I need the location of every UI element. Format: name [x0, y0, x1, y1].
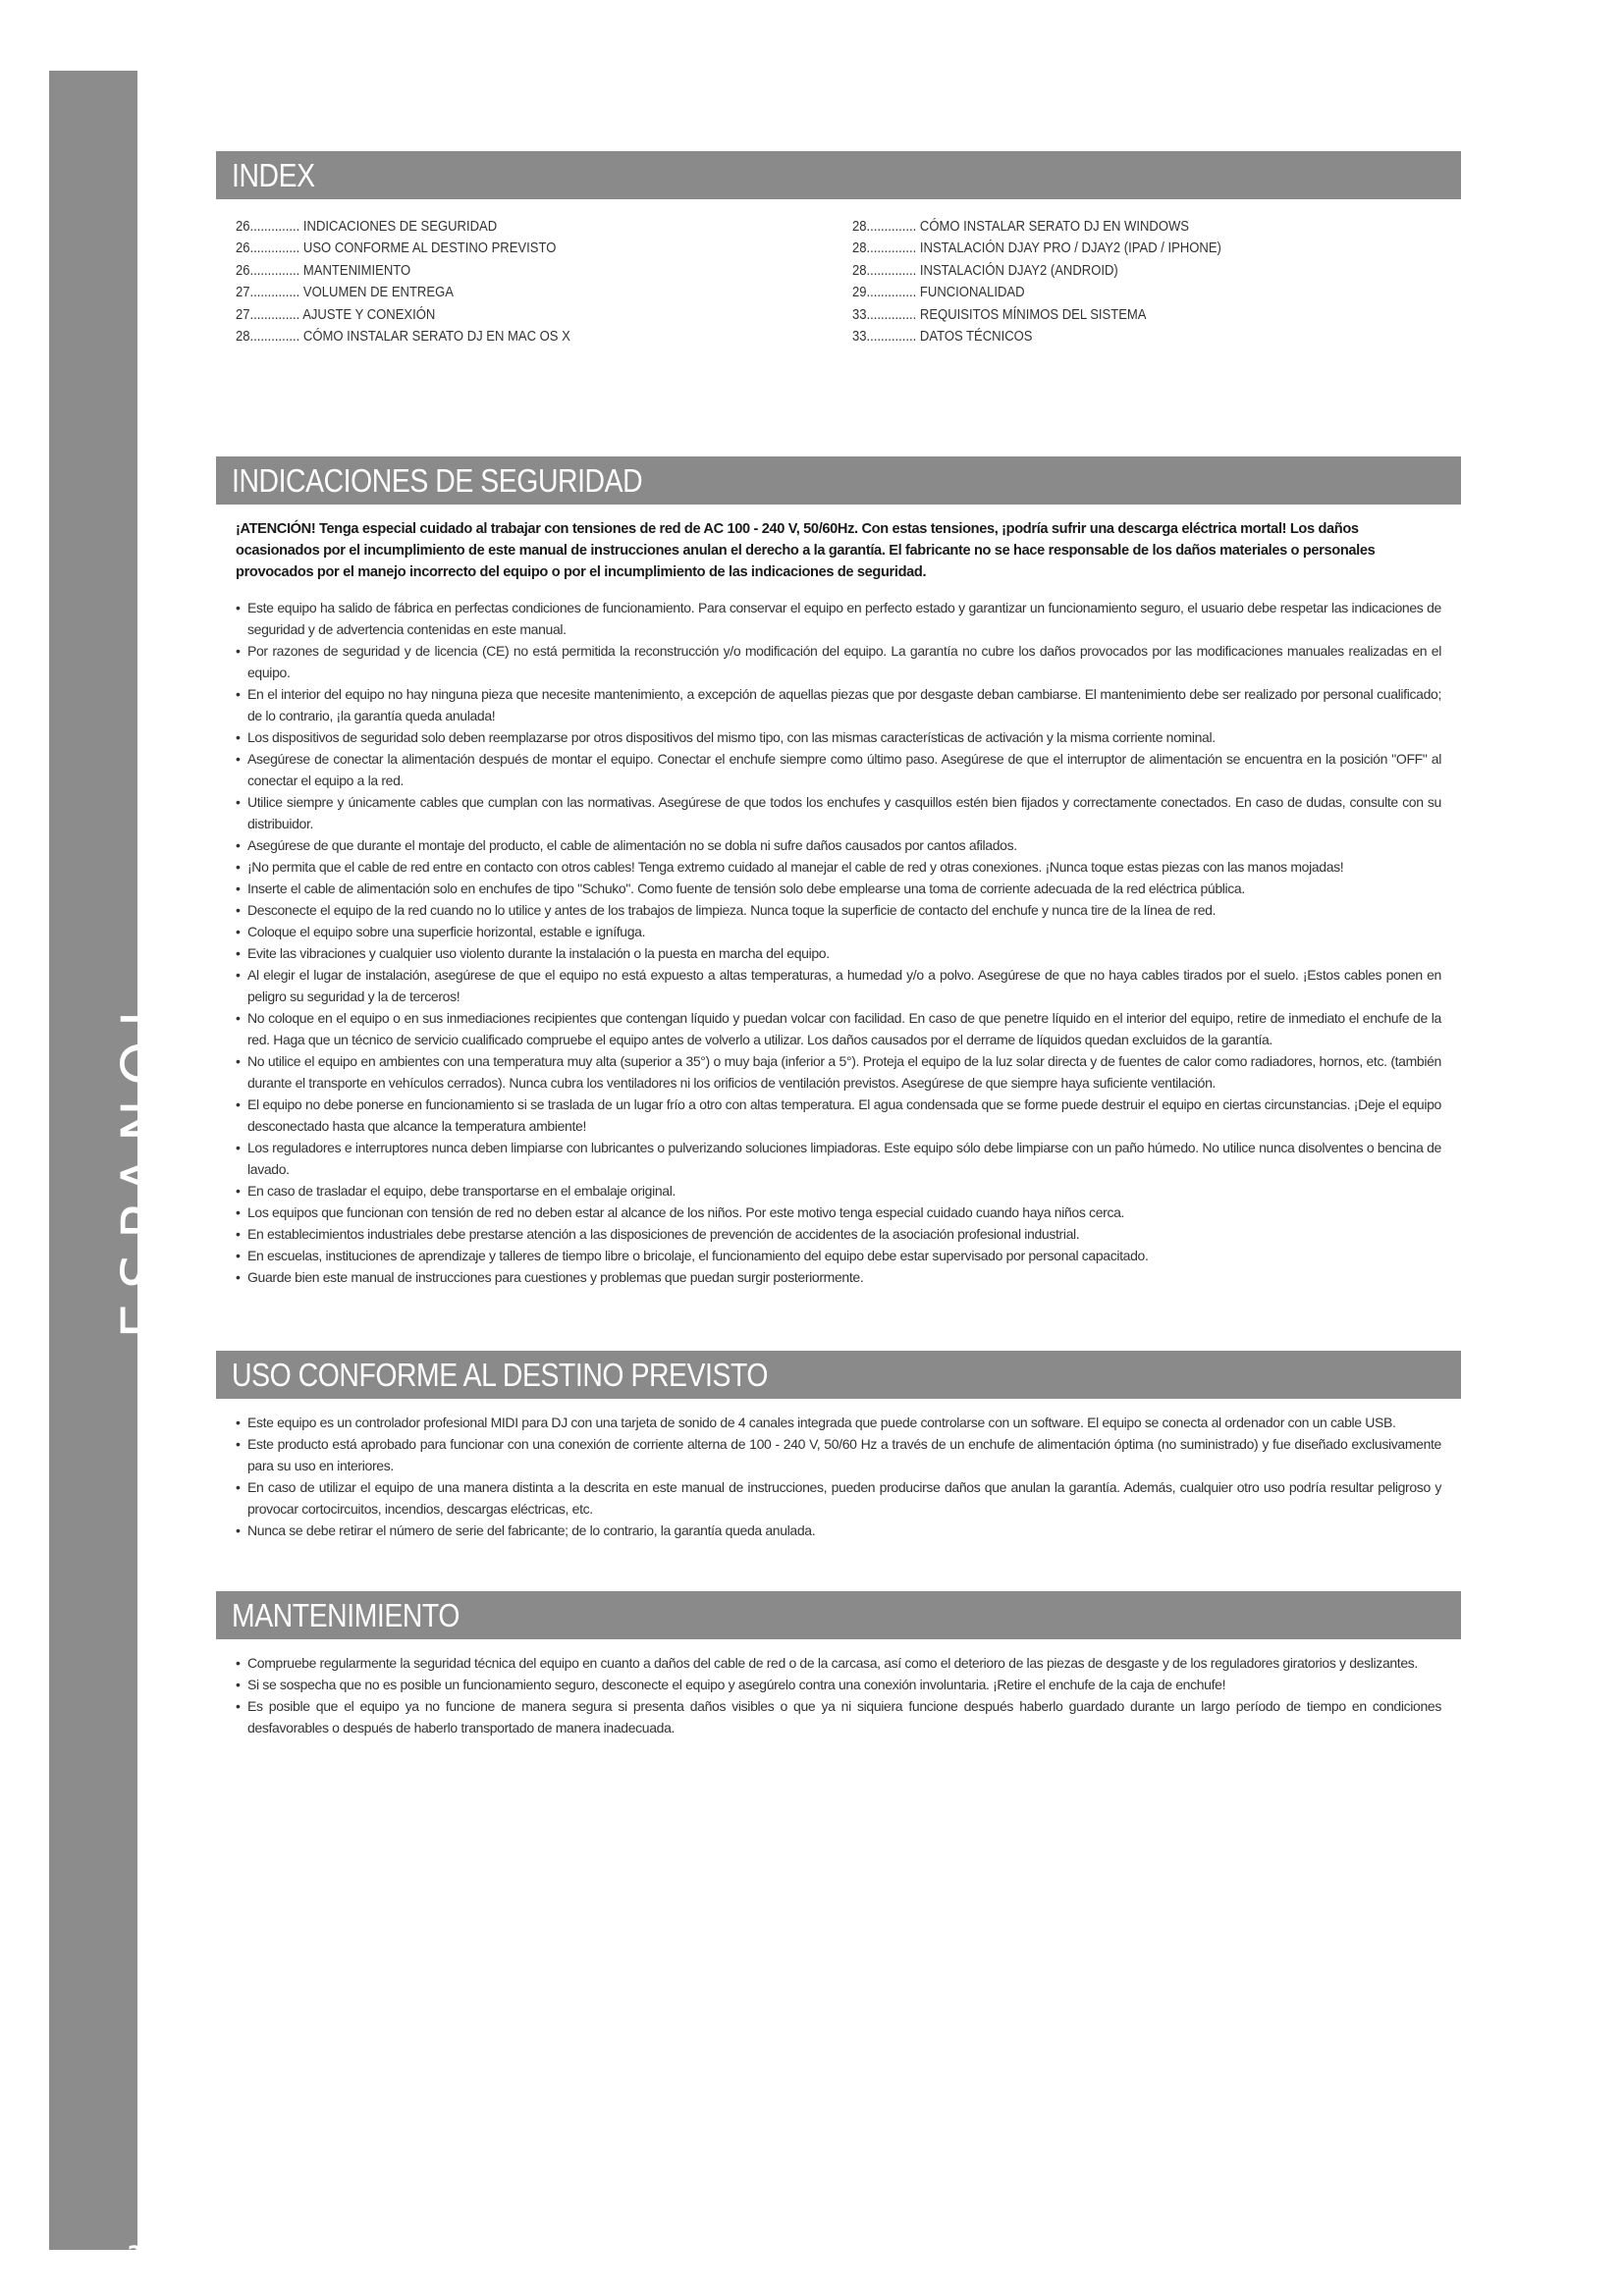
- index-entry[interactable]: 27.............. VOLUMEN DE ENTREGA: [236, 285, 454, 301]
- list-item: • En establecimientos industriales debe prestarse atención a las disposiciones de prevención de accidentes de la asociación profesional industrial.: [236, 1223, 1441, 1245]
- maintenance-heading: MANTENIMIENTO: [232, 1597, 460, 1633]
- intended-use-heading: USO CONFORME AL DESTINO PREVISTO: [232, 1357, 769, 1393]
- list-item: • Los reguladores e interruptores nunca deben limpiarse con lubricantes o pulverizando soluciones limpiadoras. Este equipo sólo debe limpiarse con un paño húmedo. No utilice nunca disolventes o bencina de lavado.: [236, 1137, 1441, 1180]
- list-item: • Coloque el equipo sobre una superficie horizontal, estable e ignífuga.: [236, 921, 1441, 942]
- list-item: • El equipo no debe ponerse en funcionamiento si se traslada de un lugar frío a otro con altas temperatura. El agua condensada que se forme puede destruir el equipo en ciertas circunstancias. ¡Deje el equipo desconectado hasta que alcance la temperatura ambiente!: [236, 1094, 1441, 1137]
- list-item: • Evite las vibraciones y cualquier uso violento durante la instalación o la puesta en marcha del equipo.: [236, 942, 1441, 964]
- list-item: • ¡No permita que el cable de red entre en contacto con otros cables! Tenga extremo cuidado al manejar el cable de red y otras conexiones. ¡Nunca toque estas piezas con las manos mojadas!: [236, 856, 1441, 878]
- index-entry[interactable]: 27.............. AJUSTE Y CONEXIÓN: [236, 306, 436, 323]
- index-list-right: [852, 216, 1263, 347]
- safety-heading-bar: [216, 456, 1461, 505]
- maintenance-section: [236, 1652, 1441, 1738]
- list-item: • Si se sospecha que no es posible un funcionamiento seguro, desconecte el equipo y asegúrelo contra una conexión involuntaria. ¡Retire el enchufe de la caja de enchufe!: [236, 1674, 1441, 1695]
- list-item: • Utilice siempre y únicamente cables que cumplan con las normativas. Asegúrese de que todos los enchufes y casquillos estén bien fijados y correctamente conectados. En caso de dudas, consulte con su distribuidor.: [236, 791, 1441, 834]
- list-item: • Es posible que el equipo ya no funcione de manera segura si presenta daños visibles o que ya ni siquiera funcione después haberlo guardado durante un largo período de tiempo en condiciones desfavorables o después de haberlo transportado de manera inadecuada.: [236, 1695, 1441, 1738]
- index-entry[interactable]: 33.............. DATOS TÉCNICOS: [852, 329, 1033, 346]
- index-entry[interactable]: 28.............. INSTALACIÓN DJAY2 (ANDROID): [852, 262, 1118, 279]
- list-item: • En el interior del equipo no hay ninguna pieza que necesite mantenimiento, a excepción de aquellas piezas que por desgaste deban cambiarse. El mantenimiento debe ser realizado por personal cualificado; de lo contrario, ¡la garantía queda anulada!: [236, 683, 1441, 726]
- list-item: • En caso de trasladar el equipo, debe transportarse en el embalaje original.: [236, 1180, 1441, 1201]
- safety-list: [236, 597, 1441, 1288]
- list-item: • Asegúrese de que durante el montaje del producto, el cable de alimentación no se dobla ni sufre daños causados por cantos afilados.: [236, 834, 1441, 856]
- list-item: • No coloque en el equipo o en sus inmediaciones recipientes que contengan líquido y puedan volcar con facilidad. En caso de que penetre líquido en el interior del equipo, retire de inmediato el enchufe de la red. Haga que un técnico de servicio cualificado compruebe el equipo antes de volverlo a utilizar. Los daños causados por el derrame de líquidos quedan excluidos de la garantía.: [236, 1007, 1441, 1050]
- index-entry[interactable]: 26.............. MANTENIMIENTO: [236, 262, 411, 279]
- intended-use-list: [236, 1412, 1441, 1541]
- index-entry[interactable]: 28.............. INSTALACIÓN DJAY PRO / DJAY2 (IPAD / IPHONE): [852, 240, 1221, 257]
- index-entry[interactable]: 28.............. CÓMO INSTALAR SERATO DJ EN WINDOWS: [852, 219, 1189, 235]
- list-item: • En escuelas, instituciones de aprendizaje y talleres de tiempo libre o bricolaje, el funcionamiento del equipo debe estar supervisado por personal capacitado.: [236, 1245, 1441, 1266]
- list-item: • Este equipo es un controlador profesional MIDI para DJ con una tarjeta de sonido de 4 canales integrada que puede controlarse con un software. El equipo se conecta al ordenador con un cable USB.: [236, 1412, 1441, 1433]
- intended-use-section: [236, 1412, 1441, 1541]
- list-item: • Este producto está aprobado para funcionar con una conexión de corriente alterna de 100 - 240 V, 50/60 Hz a través de un enchufe de alimentación óptima (no suministrado) y fue diseñado exclusivamente para su uso en interiores.: [236, 1433, 1441, 1476]
- index-entry[interactable]: 26.............. USO CONFORME AL DESTINO PREVISTO: [236, 240, 557, 257]
- list-item: • Desconecte el equipo de la red cuando no lo utilice y antes de los trabajos de limpieza. Nunca toque la superficie de contacto del enchufe y nunca tire de la línea de red.: [236, 899, 1441, 921]
- index-heading: INDEX: [232, 157, 315, 193]
- page-number: 26: [127, 2243, 158, 2268]
- list-item: • Este equipo ha salido de fábrica en perfectas condiciones de funcionamiento. Para conservar el equipo en perfecto estado y garantizar un funcionamiento seguro, el usuario debe respetar las indicaciones de seguridad y de advertencia contenidas en este manual.: [236, 597, 1441, 640]
- maintenance-list: [236, 1652, 1441, 1738]
- list-item: • Compruebe regularmente la seguridad técnica del equipo en cuanto a daños del cable de red o de la carcasa, así como el deterioro de las piezas de desgaste y de los reguladores giratorios y deslizantes.: [236, 1652, 1441, 1674]
- list-item: • Asegúrese de conectar la alimentación después de montar el equipo. Conectar el enchufe siempre como último paso. Asegúrese de que el interruptor de alimentación se encuentra en la posición "OFF" al conectar el equipo a la red.: [236, 748, 1441, 791]
- intended-use-heading-bar: [216, 1351, 1461, 1399]
- list-item: • Los dispositivos de seguridad solo deben reemplazarse por otros dispositivos del mismo tipo, con las mismas características de activación y la misma corriente nominal.: [236, 726, 1441, 748]
- safety-section: [236, 518, 1441, 1288]
- index-entry[interactable]: 26.............. INDICACIONES DE SEGURIDAD: [236, 219, 498, 235]
- list-item: • Inserte el cable de alimentación solo en enchufes de tipo "Schuko". Como fuente de tensión solo debe emplearse una toma de corriente adecuada de la red eléctrica pública.: [236, 878, 1441, 899]
- list-item: • Al elegir el lugar de instalación, asegúrese de que el equipo no está expuesto a altas temperaturas, a humedad y/o a polvo. Asegúrese de que no haya cables tirados por el suelo. ¡Estos cables ponen en peligro su seguridad y la de terceros!: [236, 964, 1441, 1007]
- language-label: ESPANOL: [109, 982, 176, 1339]
- list-item: • No utilice el equipo en ambientes con una temperatura muy alta (superior a 35°) o muy baja (inferior a 5°). Proteja el equipo de la luz solar directa y de fuentes de calor como radiadores, hornos, etc. (también durante el transporte en vehículos cerrados). Nunca cubra los ventiladores ni los orificios de ventilación previstos. Asegúrese de que siempre haya suficiente ventilación.: [236, 1050, 1441, 1094]
- maintenance-heading-bar: [216, 1591, 1461, 1639]
- safety-heading: INDICACIONES DE SEGURIDAD: [232, 462, 643, 499]
- list-item: • En caso de utilizar el equipo de una manera distinta a la descrita en este manual de instrucciones, pueden producirse daños que anulan la garantía. Además, cualquier otro uso podría resultar peligroso y provocar cortocircuitos, incendios, descargas eléctricas, etc.: [236, 1476, 1441, 1520]
- index-entry[interactable]: 33.............. REQUISITOS MÍNIMOS DEL SISTEMA: [852, 306, 1147, 323]
- list-item: • Por razones de seguridad y de licencia (CE) no está permitida la reconstrucción y/o modificación del equipo. La garantía no cubre los daños provocados por las modificaciones manuales realizadas en el equipo.: [236, 640, 1441, 683]
- list-item: • Los equipos que funcionan con tensión de red no deben estar al alcance de los niños. Por este motivo tenga especial cuidado cuando haya niños cerca.: [236, 1201, 1441, 1223]
- index-entry[interactable]: 28.............. CÓMO INSTALAR SERATO DJ EN MAC OS X: [236, 329, 570, 346]
- list-item: • Guarde bien este manual de instrucciones para cuestiones y problemas que puedan surgir posteriormente.: [236, 1266, 1441, 1288]
- list-item: • Nunca se debe retirar el número de serie del fabricante; de lo contrario, la garantía queda anulada.: [236, 1520, 1441, 1541]
- index-list-left: [236, 216, 608, 347]
- sidebar-tab: [49, 71, 176, 2268]
- index-heading-bar: [216, 151, 1461, 199]
- safety-warning: ¡ATENCIÓN! Tenga especial cuidado al trabajar con tensiones de red de AC 100 - 240 V, 50/60Hz. Con estas tensiones, ¡podría sufrir una descarga eléctrica mortal! Los daños ocasionados por el incumplimiento de este manual de instrucciones anulan el derecho a la garantía. El fabricante no se hace responsable de los daños materiales o personales provocados por el manejo incorrecto del equipo o por el incumplimiento de las indicaciones de seguridad.: [236, 521, 1376, 580]
- index-entry[interactable]: 29.............. FUNCIONALIDAD: [852, 285, 1025, 301]
